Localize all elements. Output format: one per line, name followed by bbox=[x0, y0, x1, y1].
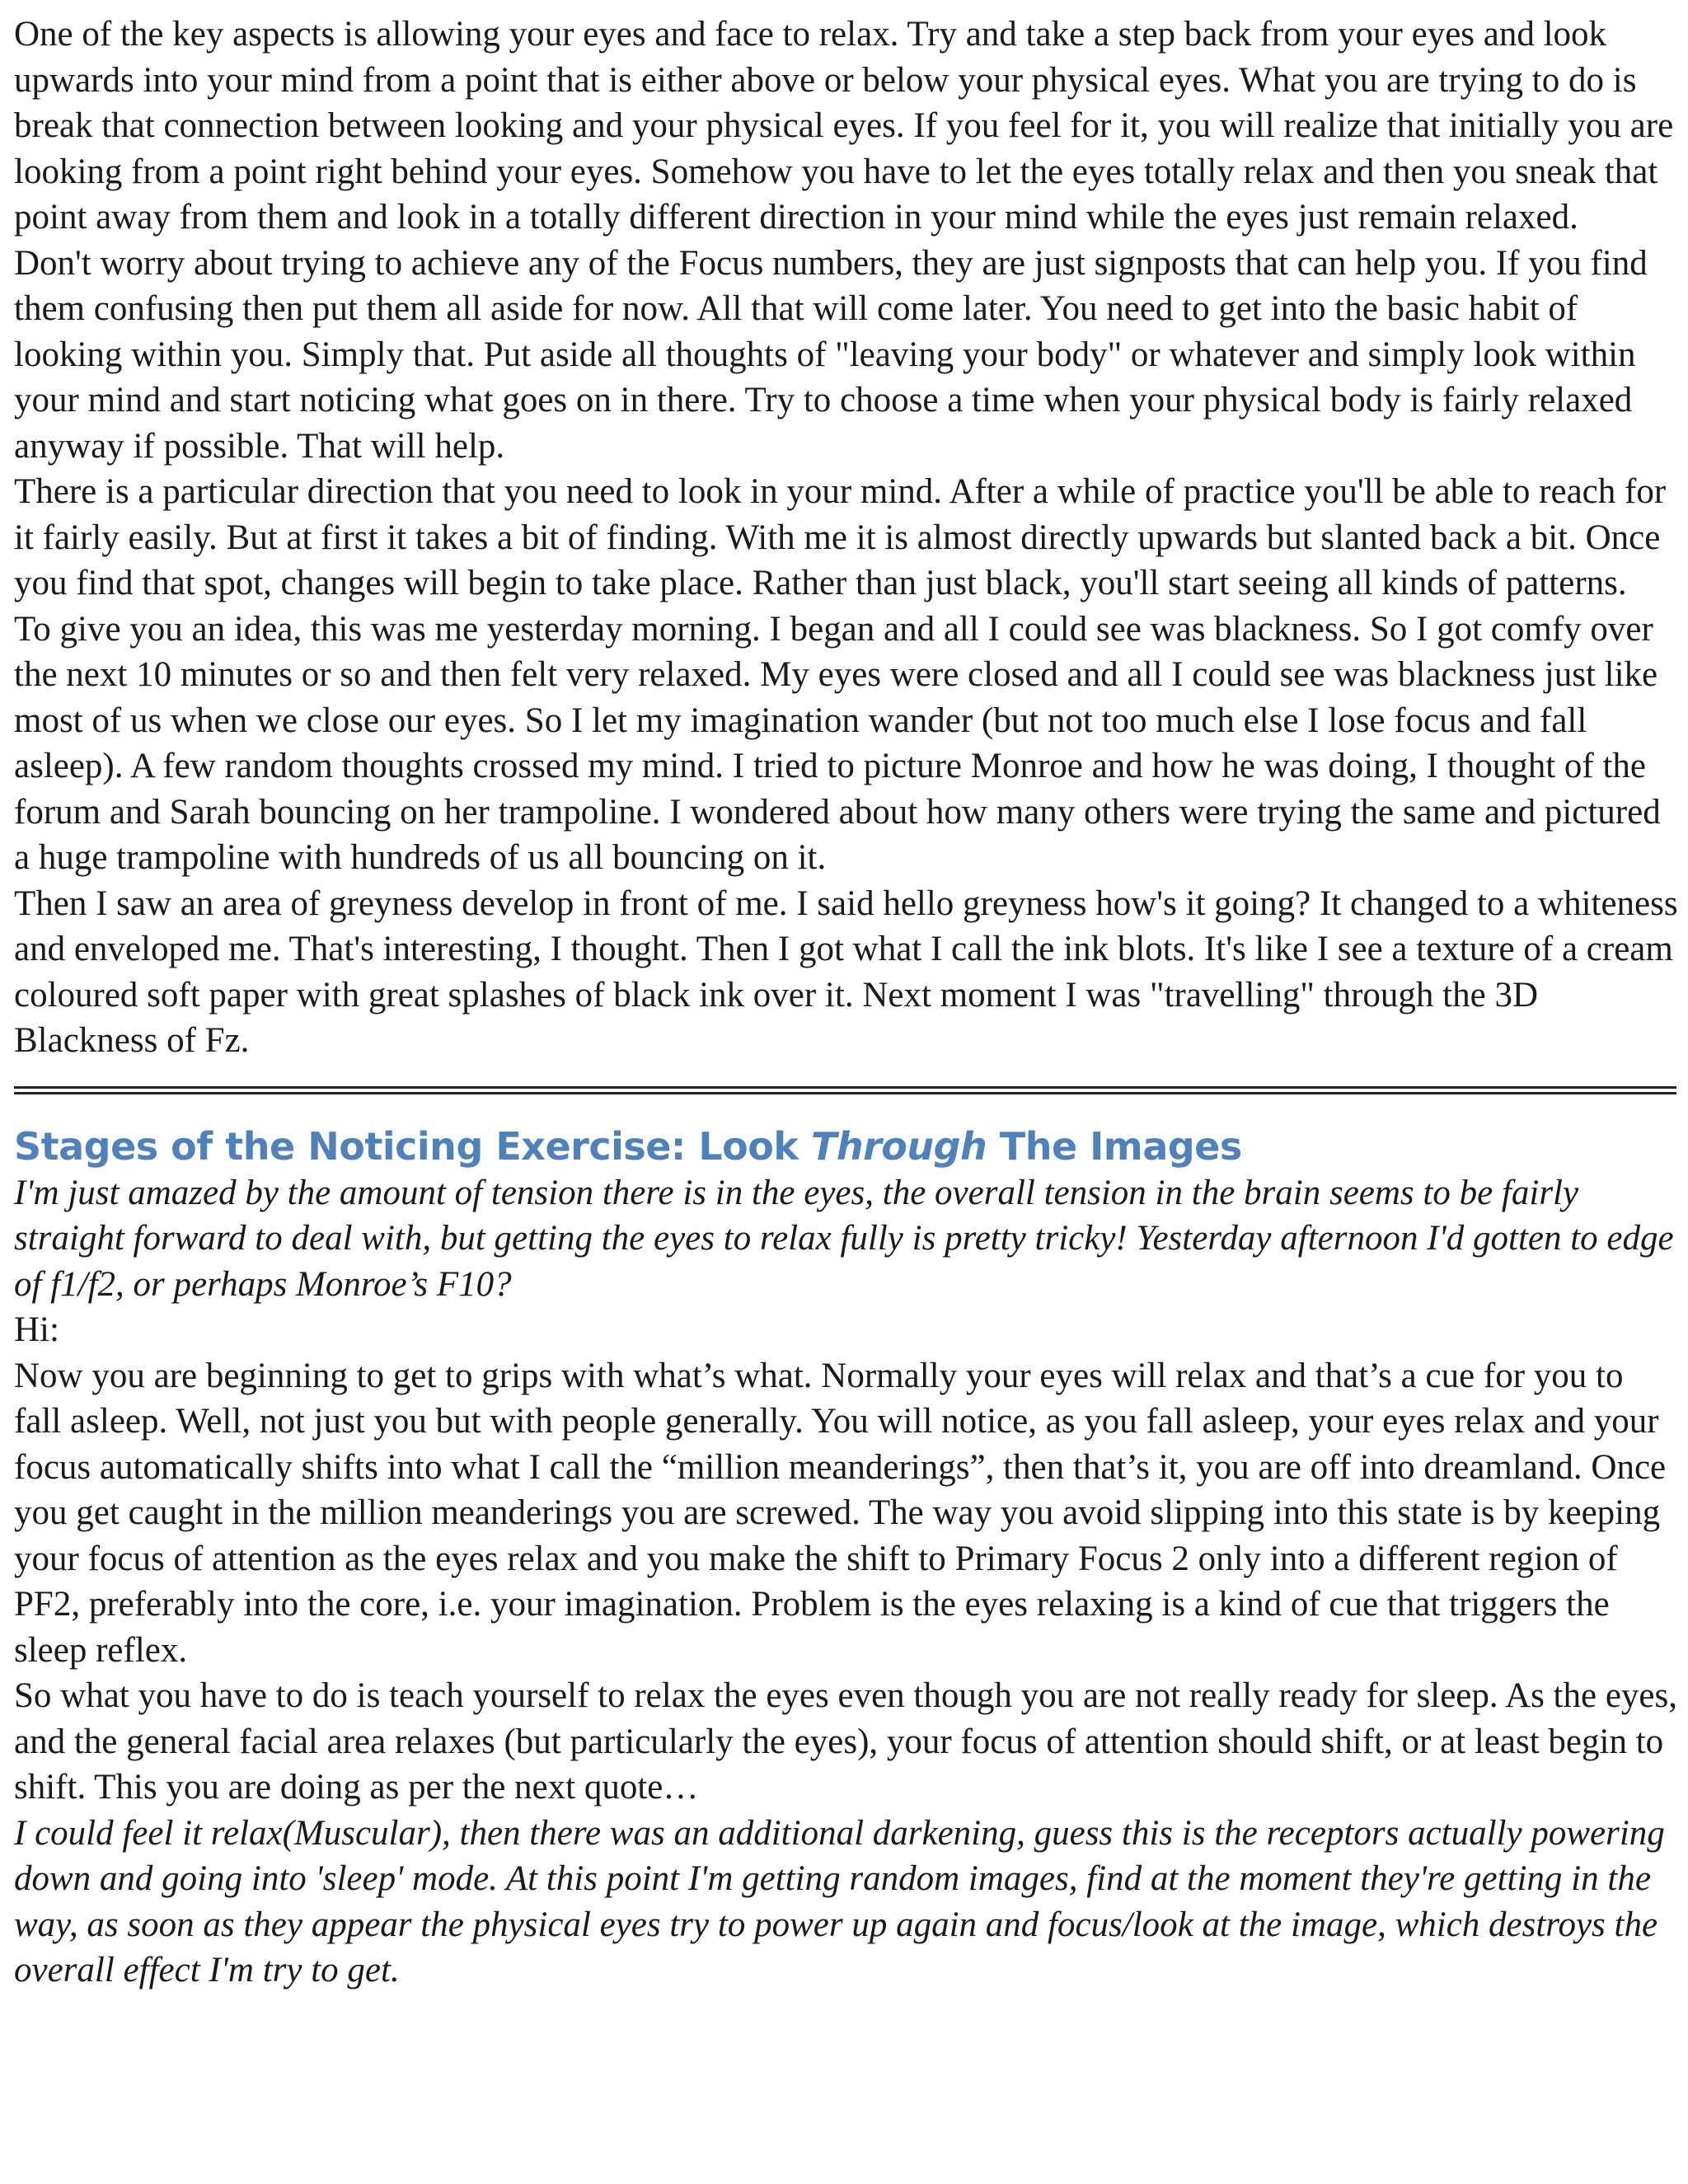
quote-eye-tension: I'm just amazed by the amount of tension there is in the eyes, the overall tension in the brain seems to be fairly straight forward to deal with, but getting the eyes to relax fully is pretty tricky! Yesterday afternoon I'd gotten to edge of f1/f2, or perhaps Monroe’s F10? bbox=[14, 1173, 1674, 1304]
heading-text-start: Stages of the Noticing Exercise: Look bbox=[14, 1123, 811, 1169]
section-relaxation-guidance bbox=[14, 12, 1679, 1064]
quote-relax-muscular: I could feel it relax(Muscular), then there was an additional darkening, guess this is the receptors actually powering down and going into 'sleep' mode. At this point I'm getting random images, find at the moment they're getting in the way, as soon as they appear the physical eyes try to power up again and focus/look at the image, which destroys the overall effect I'm try to get. bbox=[14, 1813, 1665, 1990]
greeting: Hi: bbox=[14, 1310, 59, 1349]
paragraph-million-meanderings: Now you are beginning to get to grips with what’s what. Normally your eyes will relax and that’s a cue for you to fall asleep. Well, not just you but with people generally. You will notice, as you fall asleep, your eyes relax and your focus automatically shifts into what I call the “million meanderings”, then that’s it, you are off into dreamland. Once you get caught in the million meanderings you are screwed. The way you avoid slipping into this state is by keeping your focus of attention as the eyes relax and you make the shift to Primary Focus 2 only into a different region of PF2, preferably into the core, i.e. your imagination. Problem is the eyes relaxing is a kind of cue that triggers the sleep reflex. bbox=[14, 1356, 1667, 1670]
document-page bbox=[14, 12, 1679, 1994]
horizontal-rule bbox=[14, 1086, 1676, 1094]
paragraph-focus-numbers: Don't worry about trying to achieve any of the Focus numbers, they are just signposts that can help you. If you find them confusing then put them all aside for now. All that will come later. You need to get into the basic habit of looking within you. Simply that. Put aside all thoughts of "leaving your body" or whatever and simply look within your mind and start noticing what goes on in there. Try to choose a time when your physical body is fairly relaxed anyway if possible. That will help. bbox=[14, 243, 1648, 466]
paragraph-greyness: Then I saw an area of greyness develop in front of me. I said hello greyness how's it going? It changed to a whiteness and enveloped me. That's interesting, I thought. Then I got what I call the ink blots. It's like I see a texture of a cream coloured soft paper with great splashes of black ink over it. Next moment I was "travelling" through the 3D Blackness of Fz. bbox=[14, 883, 1678, 1060]
paragraph-teach-relax: So what you have to do is teach yourself to relax the eyes even though you are not really ready for sleep. As the eyes, and the general facial area relaxes (but particularly the eyes), your focus of attention should shift, or at least begin to shift. This you are doing as per the next quote… bbox=[14, 1676, 1677, 1807]
paragraph-yesterday-morning: To give you an idea, this was me yesterday morning. I began and all I could see was blackness. So I got comfy over the next 10 minutes or so and then felt very relaxed. My eyes were closed and all I could see was blackness just like most of us when we close our eyes. So I let my imagination wander (but not too much else I lose focus and fall asleep). A few random thoughts crossed my mind. I tried to picture Monroe and how he was doing, I thought of the forum and Sarah bouncing on her trampoline. I wondered about how many others were trying the same and pictured a huge trampoline with hundreds of us all bouncing on it. bbox=[14, 609, 1661, 877]
section-heading bbox=[14, 1122, 1679, 1170]
paragraph-direction: There is a particular direction that you need to look in your mind. After a while of practice you'll be able to reach for it fairly easily. But at first it takes a bit of finding. With me it is almost directly upwards but slanted back a bit. Once you find that spot, changes will begin to take place. Rather than just black, you'll start seeing all kinds of patterns. bbox=[14, 472, 1667, 602]
heading-text-end: The Images bbox=[987, 1123, 1242, 1169]
paragraph-eyes-relax: One of the key aspects is allowing your eyes and face to relax. Try and take a step back from your eyes and look upwards into your mind from a point that is either above or below your physical eyes. What you are trying to do is break that connection between looking and your physical eyes. If you feel for it, you will realize that initially you are looking from a point right behind your eyes. Somehow you have to let the eyes totally relax and then you sneak that point away from them and look in a totally different direction in your mind while the eyes just remain relaxed. bbox=[14, 15, 1674, 237]
heading-emphasis: Through bbox=[810, 1123, 987, 1169]
section-noticing-exercise bbox=[14, 1122, 1679, 1994]
